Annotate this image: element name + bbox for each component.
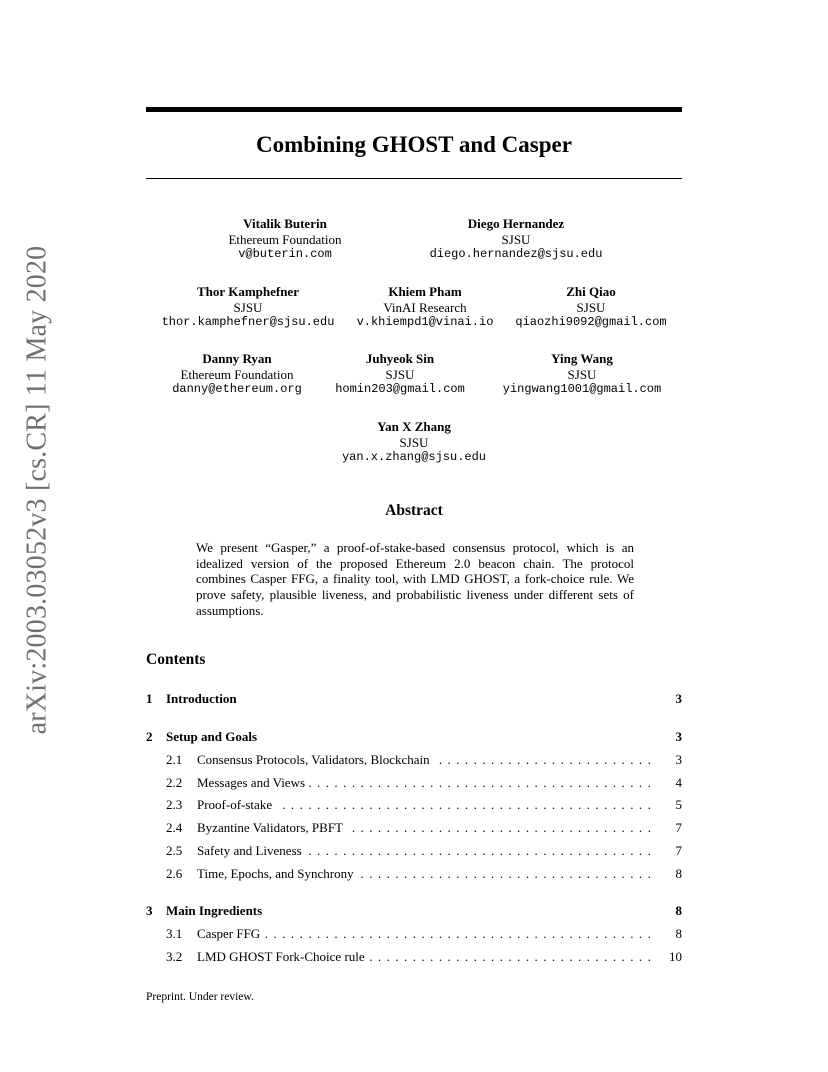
toc-subsection[interactable] xyxy=(166,949,682,967)
author-block xyxy=(334,419,494,466)
toc-section-number: 1 xyxy=(146,691,153,706)
toc-subsection-page: 3 xyxy=(675,752,682,767)
author-block xyxy=(492,351,672,398)
toc-subsection-number: 2.6 xyxy=(166,866,183,881)
author-email: yingwang1001@gmail.com xyxy=(502,382,662,396)
author-block xyxy=(411,216,621,263)
title-rule-top xyxy=(146,107,682,112)
arxiv-margin-stamp xyxy=(15,200,59,780)
toc-section[interactable] xyxy=(146,729,682,747)
toc-subsection[interactable] xyxy=(166,820,682,838)
paper-title: Combining GHOST and Casper xyxy=(256,132,572,157)
author-name: Thor Kamphefner xyxy=(197,284,299,299)
author-email: homin203@gmail.com xyxy=(335,382,465,396)
toc-section-page: 3 xyxy=(675,729,682,744)
toc-subsection-page: 4 xyxy=(675,775,682,790)
author-block xyxy=(510,284,672,331)
author-affiliation: SJSU xyxy=(567,366,597,382)
toc-subsection-page: 8 xyxy=(675,926,682,941)
toc-section[interactable] xyxy=(146,691,682,709)
contents-heading: Contents xyxy=(146,651,206,668)
author-block xyxy=(330,351,470,398)
author-affiliation: SJSU xyxy=(385,366,415,382)
toc-subsection[interactable] xyxy=(166,866,682,884)
author-name: Diego Hernandez xyxy=(467,216,565,231)
toc-subsection-number: 2.3 xyxy=(166,797,183,812)
author-block xyxy=(213,216,357,263)
toc-subsection-label: Safety and Liveness xyxy=(197,843,306,858)
toc-subsection-label: Messages and Views xyxy=(197,775,309,790)
toc-subsection[interactable] xyxy=(166,752,682,770)
toc-subsection[interactable] xyxy=(166,775,682,793)
abstract-heading: Abstract xyxy=(385,502,443,519)
author-name: Yan X Zhang xyxy=(377,419,451,434)
author-email: thor.kamphefner@sjsu.edu xyxy=(161,315,335,329)
author-affiliation: SJSU xyxy=(399,434,429,450)
toc-subsection-number: 2.2 xyxy=(166,775,183,790)
toc-subsection-page: 5 xyxy=(675,797,682,812)
toc-section[interactable] xyxy=(146,903,682,921)
author-block xyxy=(162,351,312,398)
toc-subsection-number: 3.1 xyxy=(166,926,183,941)
author-block xyxy=(350,284,500,331)
toc-section-number: 2 xyxy=(146,729,153,744)
toc-subsection[interactable] xyxy=(166,843,682,861)
toc-subsection-label: Byzantine Validators, PBFT xyxy=(197,820,347,835)
author-block xyxy=(152,284,344,331)
toc-subsection-number: 3.2 xyxy=(166,949,183,964)
author-affiliation: SJSU xyxy=(501,231,531,247)
author-name: Ying Wang xyxy=(551,351,613,366)
author-name: Danny Ryan xyxy=(202,351,272,366)
toc-subsection-label: Proof-of-stake xyxy=(197,797,276,812)
author-email: qiaozhi9092@gmail.com xyxy=(515,315,667,329)
toc-section-page: 3 xyxy=(675,691,682,706)
toc-section-label: Introduction xyxy=(166,691,237,706)
arxiv-identifier: arXiv:2003.03052v3 [cs.CR] 11 May 2020 xyxy=(21,245,52,735)
author-name: Juhyeok Sin xyxy=(365,351,435,366)
toc-section-number: 3 xyxy=(146,903,153,918)
author-email: v@buterin.com xyxy=(238,247,332,261)
author-name: Khiem Pham xyxy=(388,284,462,299)
toc-subsection-page: 8 xyxy=(675,866,682,881)
toc-section-page: 8 xyxy=(675,903,682,918)
author-email: v.khiempd1@vinai.io xyxy=(356,315,494,329)
toc-subsection-label: Casper FFG xyxy=(197,926,264,941)
abstract-text: We present “Gasper,” a proof-of-stake-based consensus protocol, which is an idealized version of the proposed Ethereum 2.0 beacon chain. The protocol combines Casper FFG, a finality tool, with LMD GHOST, a fork-choice rule. We prove safety, plausible liveness, and probabilistic liveness under different sets of assumptions. xyxy=(196,540,634,618)
author-email: diego.hernandez@sjsu.edu xyxy=(429,247,603,261)
toc-subsection-number: 2.4 xyxy=(166,820,183,835)
title-rule-bottom xyxy=(146,178,682,179)
toc-subsection[interactable] xyxy=(166,797,682,815)
toc-subsection-label: Time, Epochs, and Synchrony xyxy=(197,866,358,881)
author-affiliation: Ethereum Foundation xyxy=(180,366,294,382)
preprint-footer: Preprint. Under review. xyxy=(146,991,254,1003)
author-affiliation: Ethereum Foundation xyxy=(228,231,342,247)
toc-subsection-number: 2.5 xyxy=(166,843,183,858)
author-email: yan.x.zhang@sjsu.edu xyxy=(341,450,487,464)
toc-section-label: Main Ingredients xyxy=(166,903,263,918)
author-email: danny@ethereum.org xyxy=(172,382,302,396)
toc-subsection-page: 10 xyxy=(669,949,682,964)
toc-subsection-label: Consensus Protocols, Validators, Blockchain xyxy=(197,752,434,767)
author-affiliation: SJSU xyxy=(576,299,606,315)
toc-subsection-number: 2.1 xyxy=(166,752,183,767)
toc-subsection-label: LMD GHOST Fork-Choice rule xyxy=(197,949,369,964)
author-affiliation: SJSU xyxy=(233,299,263,315)
author-name: Zhi Qiao xyxy=(566,284,616,299)
toc-section-label: Setup and Goals xyxy=(166,729,258,744)
author-affiliation: VinAI Research xyxy=(383,299,467,315)
author-name: Vitalik Buterin xyxy=(243,216,327,231)
toc-subsection-page: 7 xyxy=(675,843,682,858)
toc-subsection[interactable] xyxy=(166,926,682,944)
toc-subsection-page: 7 xyxy=(675,820,682,835)
